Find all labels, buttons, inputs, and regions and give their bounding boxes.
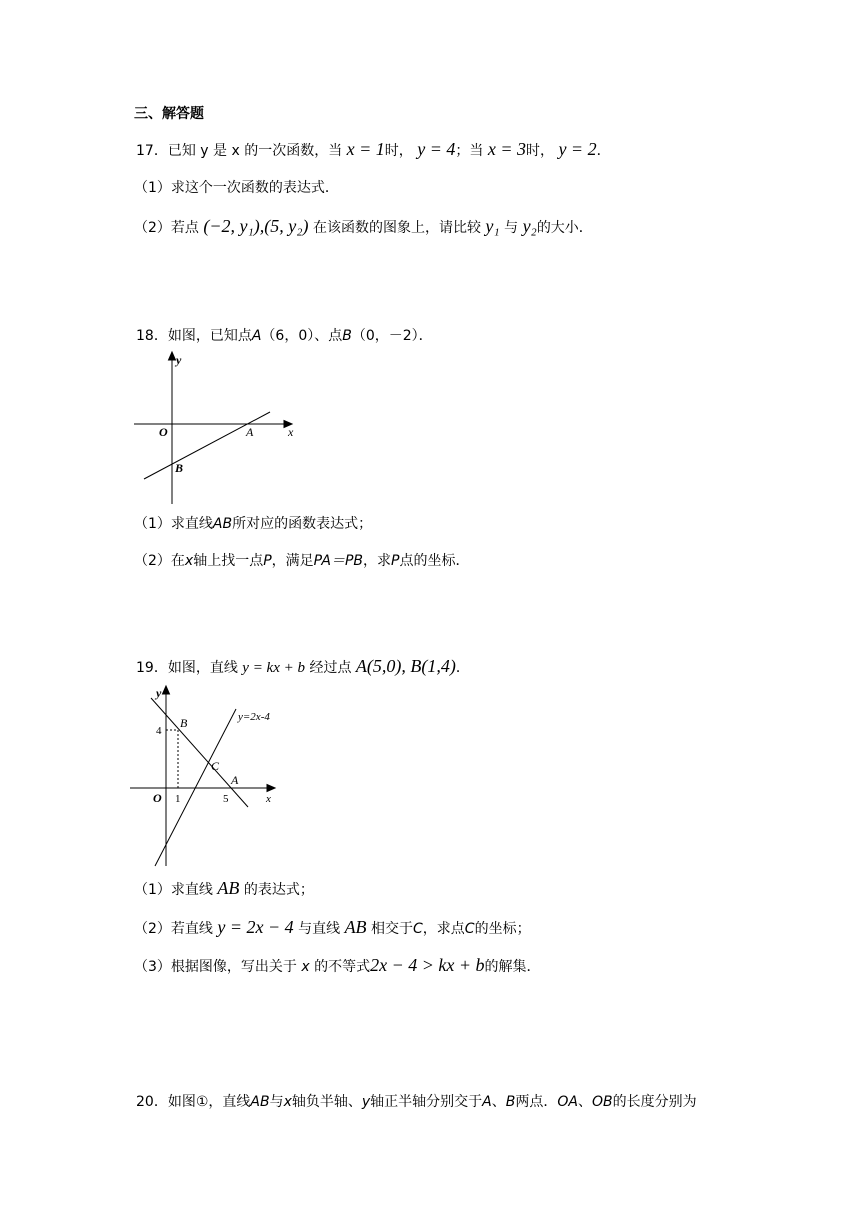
q17-part2-d: 的大小． — [536, 220, 593, 236]
q19-part2-c: 相交于 — [371, 921, 414, 937]
q19-part2-a: （2）若直线 — [134, 921, 213, 937]
q18-label-o: O — [159, 425, 168, 439]
q17-part2-b: 在该函数的图象上，请比较 — [312, 220, 481, 236]
q20-a: A — [482, 1094, 492, 1110]
q19-label-5: 5 — [223, 793, 229, 805]
q20-oa: OA — [557, 1094, 578, 1110]
q19-part2-eq: y = 2x − 4 — [217, 917, 294, 937]
q20-stem-e: 、 — [491, 1094, 506, 1110]
q18-part2-p2: P — [391, 553, 400, 569]
q18-stem-b: （6，0）、点 — [261, 328, 343, 344]
q20-stem — [136, 1092, 697, 1112]
q17-stem-a: 已知 y 是 x 的一次函数，当 — [167, 143, 343, 159]
q18-label-b: B — [175, 461, 184, 475]
q17-number: 17． — [136, 143, 168, 159]
q19-label-4: 4 — [156, 725, 162, 737]
q18-part1-a: （1）求直线 — [134, 516, 213, 532]
q18-part2-x: x — [184, 553, 194, 569]
q19-part3-ineq: 2x − 4 > kx + b — [370, 955, 485, 975]
q20-stem-a: 如图①，直线 — [167, 1094, 251, 1110]
q19-part2-d: ，求点 — [422, 921, 465, 937]
q20-y: y — [361, 1094, 371, 1110]
q20-stem-d: 轴正半轴分别交于 — [370, 1094, 483, 1110]
q18-stem-c: （0，－2）． — [351, 328, 433, 344]
q19-part1 — [134, 878, 314, 900]
q17-part2-y2: y₂ — [522, 216, 537, 236]
q20-number: 20． — [136, 1094, 168, 1110]
q17-eq3: x = 3 — [487, 139, 526, 159]
q20-stem-h: 的长度分别为 — [612, 1094, 697, 1110]
q20-ab: AB — [250, 1094, 270, 1110]
q17-stem-b: 时， — [384, 143, 413, 159]
q18-stem-a: 如图，已知点 — [167, 328, 252, 344]
q18-label-a: A — [246, 425, 254, 439]
q18-part2-b: 轴上找一点 — [193, 553, 264, 569]
q18-part2-p: P — [263, 553, 272, 569]
q19-label-y: y — [156, 686, 162, 700]
q19-part2-c-pt: C — [413, 921, 423, 937]
q19-y-arrow — [163, 686, 170, 694]
q20-x: x — [283, 1094, 292, 1110]
q20-stem-c: 轴负半轴、 — [291, 1094, 362, 1110]
q18-part2-d: ，求 — [363, 553, 392, 569]
q18-pt-a: A — [251, 328, 262, 344]
q18-label-y: y — [176, 353, 182, 367]
q17-stem-d: 时， — [525, 143, 554, 159]
q19-label-b: B — [180, 716, 188, 730]
q18-label-x: x — [288, 425, 294, 439]
q18-pt-b: B — [342, 328, 352, 344]
q17-part2-points: (−2, y₁),(5, y₂) — [203, 216, 309, 236]
q19-part3-a: （3）根据图像，写出关于 — [134, 959, 297, 975]
q20-ob: OB — [591, 1094, 613, 1110]
q17-part2-c: 与 — [504, 220, 519, 236]
q19-part2-c-pt2: C — [464, 921, 475, 937]
q18-part2-e: 点的坐标． — [399, 553, 470, 569]
q19-label-a: A — [231, 773, 239, 787]
q19-stem-a: 如图，直线 — [167, 660, 238, 676]
q20-b: B — [505, 1094, 516, 1110]
q19-part2 — [134, 917, 531, 939]
q19-part3-c: 的解集． — [484, 959, 541, 975]
q20-stem-g: 、 — [577, 1094, 592, 1110]
q19-part3 — [134, 955, 541, 977]
q19-label-o: O — [153, 791, 162, 805]
q19-line-label: y=2x-4 — [238, 711, 270, 723]
q20-stem-f: 两点． — [515, 1094, 558, 1110]
q18-number: 18． — [136, 328, 168, 344]
q19-part1-ab: AB — [217, 878, 240, 898]
q18-part1-ab: AB — [212, 516, 233, 532]
q19-points: A(5,0), B(1,4) — [355, 656, 456, 676]
q18-part1-b: 所对应的函数表达式； — [232, 516, 373, 532]
q17-part1: （1）求这个一次函数的表达式． — [134, 180, 339, 196]
q19-stem-b: 经过点 — [309, 660, 352, 676]
section-heading: 三、解答题 — [134, 106, 204, 122]
q19-part2-ab: AB — [344, 917, 367, 937]
q19-x-arrow — [267, 785, 275, 792]
q17-part2-a: （2）若点 — [134, 220, 199, 236]
q17-eq4: y = 2 — [558, 139, 597, 159]
q19-label-1: 1 — [175, 793, 181, 805]
q19-stem-end: ． — [455, 660, 470, 676]
q19-line-eq: y = kx + b — [242, 660, 305, 676]
q17-part2-y1: y₁ — [485, 216, 500, 236]
q19-part2-e: 的坐标； — [474, 921, 531, 937]
q18-part2-c: ，满足 — [271, 553, 314, 569]
q17-eq1: x = 1 — [346, 139, 385, 159]
q17-stem-c: ；当 — [455, 143, 484, 159]
q19-label-c: C — [211, 759, 220, 773]
q19-part3-x: x — [301, 959, 310, 975]
q19-part3-b: 的不等式 — [314, 959, 371, 975]
q19-part1-a: （1）求直线 — [134, 882, 213, 898]
q19-part2-b: 与直线 — [298, 921, 341, 937]
q19-number: 19． — [136, 660, 168, 676]
q20-stem-b: 与 — [269, 1094, 284, 1110]
q17-stem-end: ． — [596, 143, 611, 159]
q18-part2-a: （2）在 — [134, 553, 185, 569]
q18-part2-eq: PA＝PB — [313, 553, 364, 569]
q19-label-x: x — [266, 793, 271, 805]
q19-part1-b: 的表达式； — [243, 882, 314, 898]
q17-eq2: y = 4 — [417, 139, 456, 159]
